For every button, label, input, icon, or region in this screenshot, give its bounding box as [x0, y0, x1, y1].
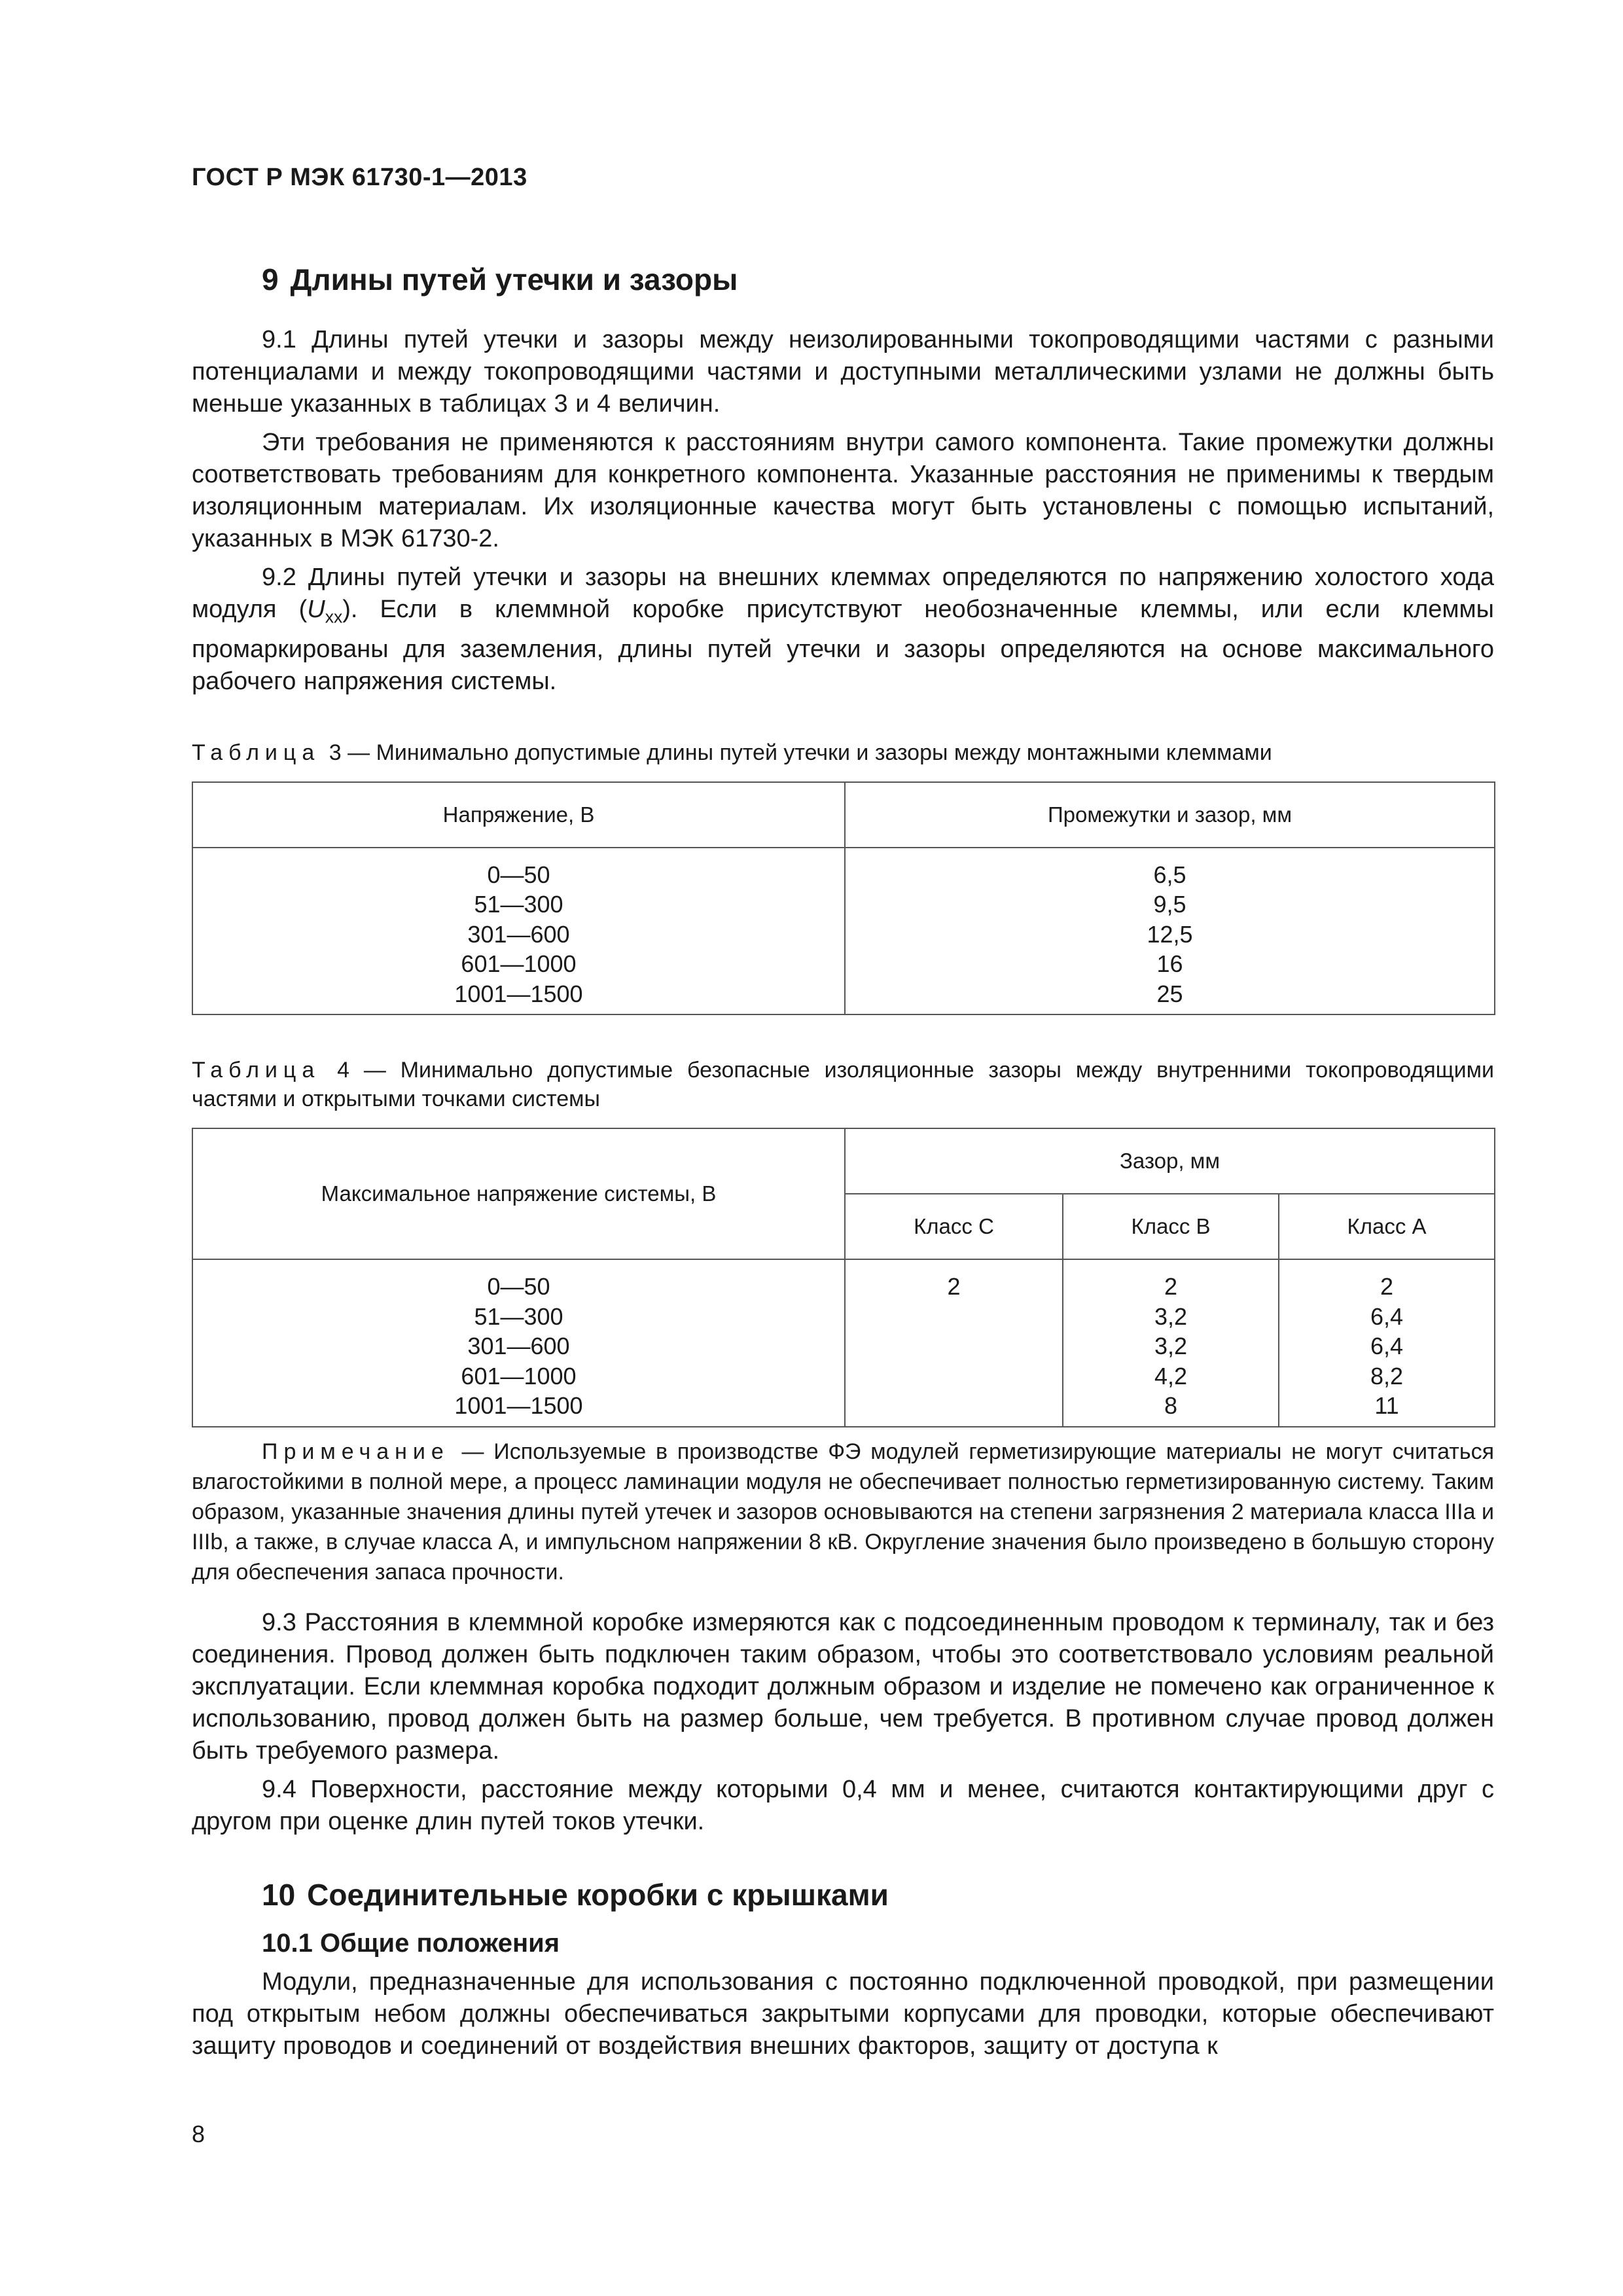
table-cell: 9,5: [1153, 891, 1186, 918]
table-cell: 0—50: [487, 1273, 550, 1300]
table-4-class-c-cell: [845, 1259, 1063, 1427]
table-cell: 8,2: [1370, 1362, 1404, 1390]
table-cell: 2: [1164, 1273, 1178, 1300]
table-cell: 2: [1380, 1273, 1394, 1300]
document-code: ГОСТ Р МЭК 61730-1—2013: [192, 164, 527, 191]
paragraph-9-1: 9.1 Длины путей утечки и зазоры между неизолированными токопроводящими частями с разными потенциалами и между токопроводящими частями и доступными металлическими узлами не должны быть меньше указанных в таблицах 3 и 4 величин.: [192, 326, 1494, 418]
table-cell: 11: [1374, 1392, 1399, 1420]
section-9-title: Длины путей утечки и зазоры: [290, 262, 738, 296]
table-cell: 6,4: [1370, 1302, 1404, 1330]
page-number: 8: [192, 2121, 205, 2147]
table-cell: 2: [947, 1273, 961, 1300]
variable-subscript: xx: [325, 607, 343, 627]
paragraph-9-4: 9.4 Поверхности, расстояние между которыми 0,4 мм и менее, считаются контактирующими друг с другом при оценке длин путей токов утечки.: [192, 1775, 1494, 1835]
section-10-title: Соединительные коробки с крышками: [307, 1877, 889, 1912]
table-3: [192, 781, 1495, 1016]
table-3-header-gap: Промежутки и зазор, мм: [845, 782, 1495, 848]
table-cell: 3,2: [1154, 1302, 1188, 1330]
table-4-caption-text: 4 — Минимально допустимые безопасные изоляционные зазоры между внутренними токопроводящими частями и открытыми точками системы: [192, 1058, 1494, 1112]
section-10-1-heading: [192, 1929, 1494, 1958]
table-4-header-class-a: Класс A: [1279, 1194, 1495, 1259]
paragraph-9-1-cont: Эти требования не применяются к расстояниям внутри самого компонента. Такие промежутки должны соответствовать требованиям для конкретного компонента. Указанные расстояния не применимы к твердым изоляционным материалам. Их изоляционные качества могут быть установлены с помощью испытаний, указанных в МЭК 61730-2.: [192, 429, 1494, 553]
section-10-number: 10: [262, 1877, 296, 1912]
table-cell: 16: [1156, 950, 1183, 978]
table-cell: 25: [1156, 980, 1183, 1007]
variable-u: U: [307, 596, 325, 624]
section-10-heading: [192, 1877, 1494, 1913]
table-4-body-row: [192, 1259, 1495, 1427]
table-4-caption-word: Таблица: [192, 1058, 321, 1083]
section-10-1-number: 10.1: [262, 1928, 313, 1958]
table-cell: 3,2: [1154, 1333, 1188, 1360]
table-cell: 6,5: [1153, 861, 1186, 888]
table-cell: 0—50: [487, 861, 550, 888]
table-3-caption-word: Таблица: [192, 740, 321, 765]
table-3-header-voltage: Напряжение, В: [192, 782, 845, 848]
table-4-voltage-cell: [192, 1259, 845, 1427]
table-cell: 8: [1164, 1392, 1178, 1420]
table-3-caption-text: 3 — Минимально допустимые длины путей утечки и зазоры между монтажными клеммами: [329, 740, 1272, 765]
table-cell: 601—1000: [461, 950, 577, 978]
note-label: Примечание: [262, 1439, 450, 1464]
section-9-number: 9: [262, 262, 279, 296]
section-10-1-title: Общие положения: [319, 1928, 560, 1958]
table-cell: 4,2: [1154, 1362, 1188, 1390]
note-text: — Используемые в производстве ФЭ модулей герметизирующие материалы не могут считаться влагостойкими в полной мере, а процесс ламинации модуля не обеспечивает полностью герметизированную систему. Таким образом, указанные значения длины путей утечек и зазоров основываются на степени загрязнения 2 материала класса IIIa и IIIb, а также, в случае класса А, и импульсном напряжении 8 кВ. Округление значения было произведено в большую сторону для обеспечения запаса прочности.: [192, 1439, 1494, 1585]
table-4-header-gap: Зазор, мм: [845, 1128, 1495, 1194]
table-3-header-row: [192, 782, 1495, 848]
paragraph-10-1: Модули, предназначенные для использования с постоянно подключенной проводкой, при размещении под открытым небом должны обеспечиваться закрытыми корпусами для проводки, которые обеспечивают защиту проводов и соединений от воздействия внешних факторов, защиту от доступа к: [192, 1967, 1494, 2060]
paragraph-9-2: 9.2 Длины путей утечки и зазоры на внешних клеммах определяются по напряжению холостого хода модуля $(U_{xx})$. Если в клеммной коробке присутствуют необозначенные клеммы, или если клеммы промаркированы для заземления, длины путей утечки и зазоры определяются на основе максимального рабочего напряжения системы.: [192, 564, 1494, 695]
table-cell: 301—600: [467, 920, 570, 948]
table-3-voltage-cell: [192, 848, 845, 1015]
table-4: [192, 1128, 1495, 1427]
table-cell: 12,5: [1147, 920, 1193, 948]
table-cell: 601—1000: [461, 1362, 577, 1390]
table-4-caption: [192, 1056, 1494, 1113]
table-4-header-voltage: Максимальное напряжение системы, В: [192, 1128, 845, 1259]
table-cell: 51—300: [474, 1302, 563, 1330]
table-4-header-class-c: Класс C: [845, 1194, 1063, 1259]
table-4-class-a-cell: [1279, 1259, 1495, 1427]
table-cell: 6,4: [1370, 1333, 1404, 1360]
table-cell: 1001—1500: [454, 1392, 583, 1420]
table-4-class-b-cell: [1063, 1259, 1279, 1427]
page-content: [192, 262, 1494, 2062]
paragraph-9-3: 9.3 Расстояния в клеммной коробке измеряются как с подсоединенным проводом к терминалу, так и без соединения. Провод должен быть подключен таким образом, чтобы это соответствовало условиям реальной эксплуатации. Если клеммная коробка подходит должным образом и изделие не помечено как ограниченное к использованию, провод должен быть на размер больше, чем требуется. В противном случае провод должен быть требуемого размера.: [192, 1608, 1494, 1765]
table-3-gap-cell: [845, 848, 1495, 1015]
section-9-heading: [192, 262, 1494, 298]
table-cell: 51—300: [474, 891, 563, 918]
table-4-note: [192, 1437, 1494, 1587]
table-3-body-row: [192, 848, 1495, 1015]
table-4-header-row-1: [192, 1128, 1495, 1194]
table-cell: 301—600: [467, 1333, 570, 1360]
table-4-header-class-b: Класс B: [1063, 1194, 1279, 1259]
table-cell: 1001—1500: [454, 980, 583, 1007]
table-3-caption: [192, 738, 1494, 767]
